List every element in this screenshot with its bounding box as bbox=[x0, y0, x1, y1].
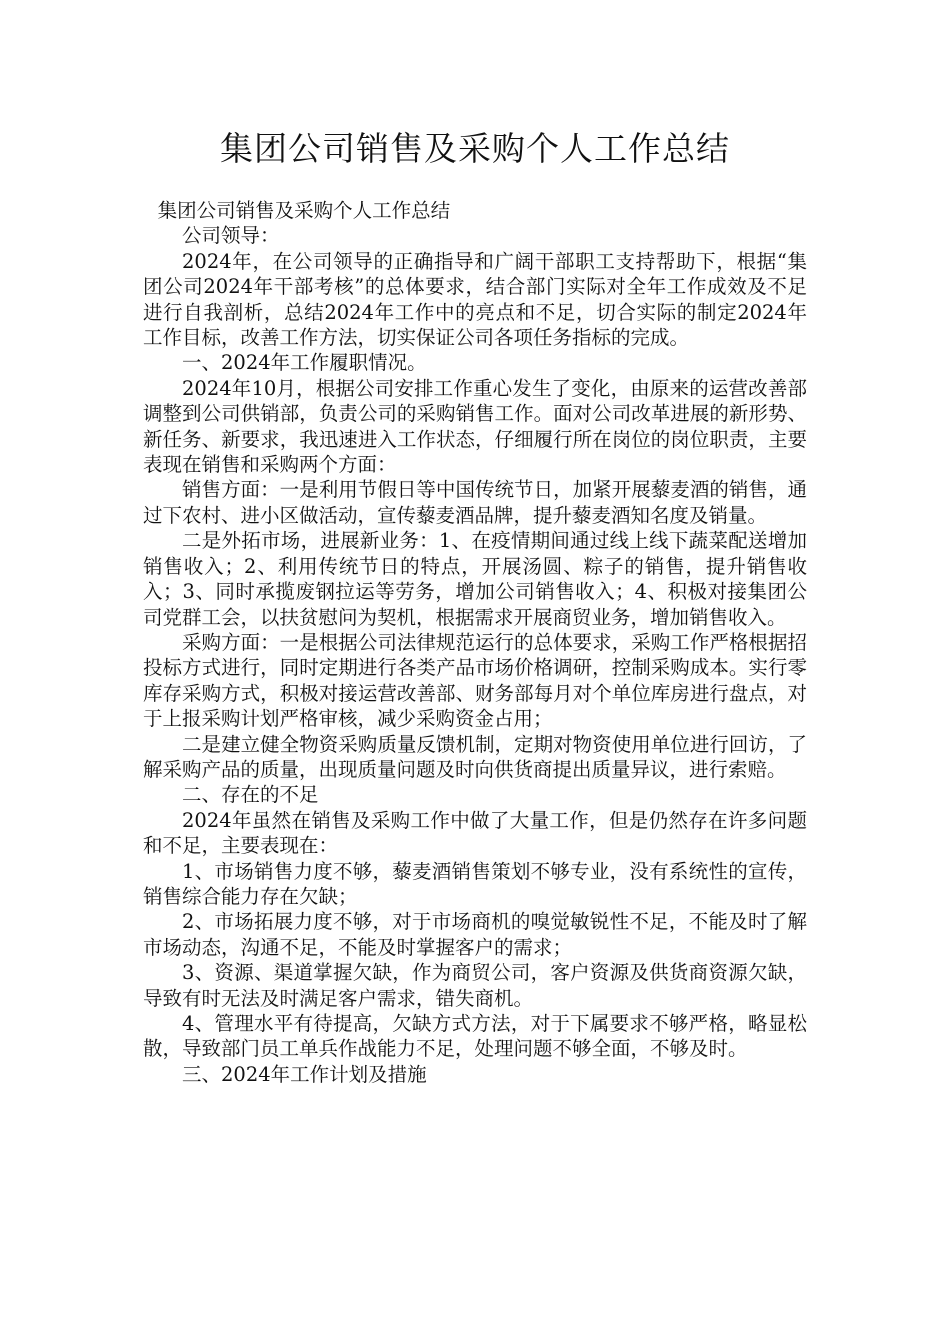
paragraph-sales-1: 销售方面：一是利用节假日等中国传统节日，加紧开展藜麦酒的销售，通过下农村、进小区做活动，宣传藜麦酒品牌，提升藜麦酒知名度及销量。 bbox=[143, 478, 807, 527]
document-subtitle: 集团公司销售及采购个人工作总结 bbox=[157, 199, 451, 222]
paragraph-shortcomings-intro: 2024年虽然在销售及采购工作中做了大量工作，但是仍然存在许多问题和不足，主要表现在： bbox=[143, 808, 807, 858]
document-title: 集团公司销售及采购个人工作总结 bbox=[220, 129, 730, 168]
salutation: 公司领导： bbox=[182, 224, 280, 248]
paragraph-sales-2: 二是外拓市场，进展新业务：1、在疫情期间通过线上线下蔬菜配送增加销售收入；2、利用传统节日的特点，开展汤圆、粽子的销售，提升销售收入；3、同时承揽废钢拉运等劳务，增加公司销售收入；4、积极对接集团公司党群工会，以扶贫慰问为契机，根据需求开展商贸业务，增加销售收入。 bbox=[143, 529, 807, 629]
paragraph-procurement-2: 二是建立健全物资采购质量反馈机制，定期对物资使用单位进行回访，了解采购产品的质量，出现质量问题及时向供货商提出质量异议，进行索赔。 bbox=[143, 732, 807, 781]
paragraph-role-change: 2024年10月，根据公司安排工作重心发生了变化，由原来的运营改善部调整到公司供销部，负责公司的采购销售工作。面对公司改革进展的新形势、新任务、新要求，我迅速进入工作状态，仔细履行所在岗位的岗位职责，主要表现在销售和采购两个方面： bbox=[143, 376, 807, 477]
list-item-shortcoming-1: 1、市场销售力度不够，藜麦酒销售策划不够专业，没有系统性的宣传，销售综合能力存在欠缺； bbox=[143, 859, 807, 908]
list-item-shortcoming-3: 3、资源、渠道掌握欠缺，作为商贸公司，客户资源及供货商资源欠缺，导致有时无法及时满足客户需求，错失商机。 bbox=[143, 961, 807, 1010]
paragraph-intro: 2024年，在公司领导的正确指导和广阔干部职工支持帮助下，根据“集团公司2024年干部考核”的总体要求，结合部门实际对全年工作成效及不足进行自我剖析，总结2024年工作中的亮点和不足，切合实际的制定2024年工作目标，改善工作方法，切实保证公司各项任务指标的完成。 bbox=[143, 249, 807, 350]
paragraph-procurement-1: 采购方面：一是根据公司法律规范运行的总体要求，采购工作严格根据招投标方式进行，同时定期进行各类产品市场价格调研，控制采购成本。实行零库存采购方式，积极对接运营改善部、财务部每月对个单位库房进行盘点，对于上报采购计划严格审核，减少采购资金占用； bbox=[143, 630, 807, 731]
section-heading-2: 二、存在的不足 bbox=[182, 783, 319, 807]
section-heading-1: 一、2024年工作履职情况。 bbox=[182, 351, 427, 375]
section-heading-3: 三、2024年工作计划及措施 bbox=[182, 1062, 427, 1086]
list-item-shortcoming-4: 4、管理水平有待提高，欠缺方式方法，对于下属要求不够严格，略显松散，导致部门员工单兵作战能力不足，处理问题不够全面，不够及时。 bbox=[143, 1012, 807, 1061]
document-body bbox=[143, 198, 807, 1087]
list-item-shortcoming-2: 2、市场拓展力度不够，对于市场商机的嗅觉敏锐性不足，不能及时了解市场动态，沟通不足，不能及时掌握客户的需求； bbox=[143, 910, 807, 959]
